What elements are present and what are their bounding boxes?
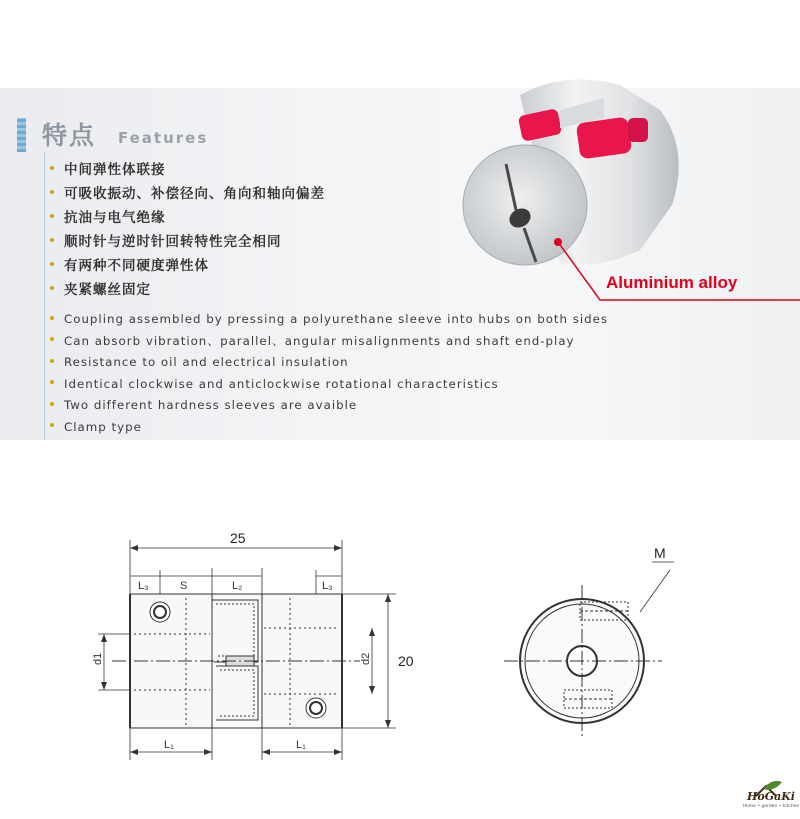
- coupling-end-face: [463, 145, 587, 265]
- list-item: 中间弹性体联接: [50, 158, 325, 182]
- list-item: Clamp type: [50, 417, 608, 439]
- features-heading-en: Features: [118, 129, 209, 147]
- overall-length-label: 25: [230, 530, 246, 546]
- list-item: 夹紧螺丝固定: [50, 278, 325, 302]
- dimension-d2: d2: [360, 652, 372, 665]
- dimension-l1-left: L₁: [164, 739, 174, 751]
- overall-diameter-label: 20: [398, 653, 414, 669]
- list-item: Identical clockwise and anticlockwise rotational characteristics: [50, 374, 608, 396]
- list-item: Coupling assembled by pressing a polyurethane sleeve into hubs on both sides: [50, 309, 608, 331]
- list-item: Two different hardness sleeves are avaible: [50, 395, 608, 417]
- red-sleeve-segment: [628, 118, 648, 142]
- red-sleeve-segment: [576, 117, 633, 160]
- dimension-l3-left: L₃: [138, 580, 149, 592]
- coupling-photo: [463, 79, 800, 300]
- dimension-d1: d1: [92, 652, 104, 665]
- dimension-l2: L₂: [232, 580, 243, 592]
- list-item: 顺时针与逆时针回转特性完全相同: [50, 230, 325, 254]
- list-item: Resistance to oil and electrical insulation: [50, 352, 608, 374]
- logo-name: HoGaKi: [747, 790, 795, 803]
- dimension-l3-right: L₃: [322, 580, 333, 592]
- thread-m-label: M: [654, 545, 666, 561]
- features-heading-zh: 特点: [42, 121, 97, 150]
- side-view-drawing: [98, 540, 396, 760]
- end-view-drawing: [504, 562, 674, 737]
- dimension-s: S: [180, 580, 188, 592]
- list-item: 有两种不同硬度弹性体: [50, 254, 325, 278]
- list-item: 抗油与电气绝缘: [50, 206, 325, 230]
- list-item: Can absorb vibration、parallel、angular misalignments and shaft end-play: [50, 331, 608, 353]
- material-label: Aluminium alloy: [606, 273, 738, 292]
- list-item: 可吸收振动、补偿径向、角向和轴向偏差: [50, 182, 325, 206]
- dimension-l1-right: L₁: [296, 739, 306, 751]
- logo-tagline: Home • garden • kitchen: [742, 804, 800, 809]
